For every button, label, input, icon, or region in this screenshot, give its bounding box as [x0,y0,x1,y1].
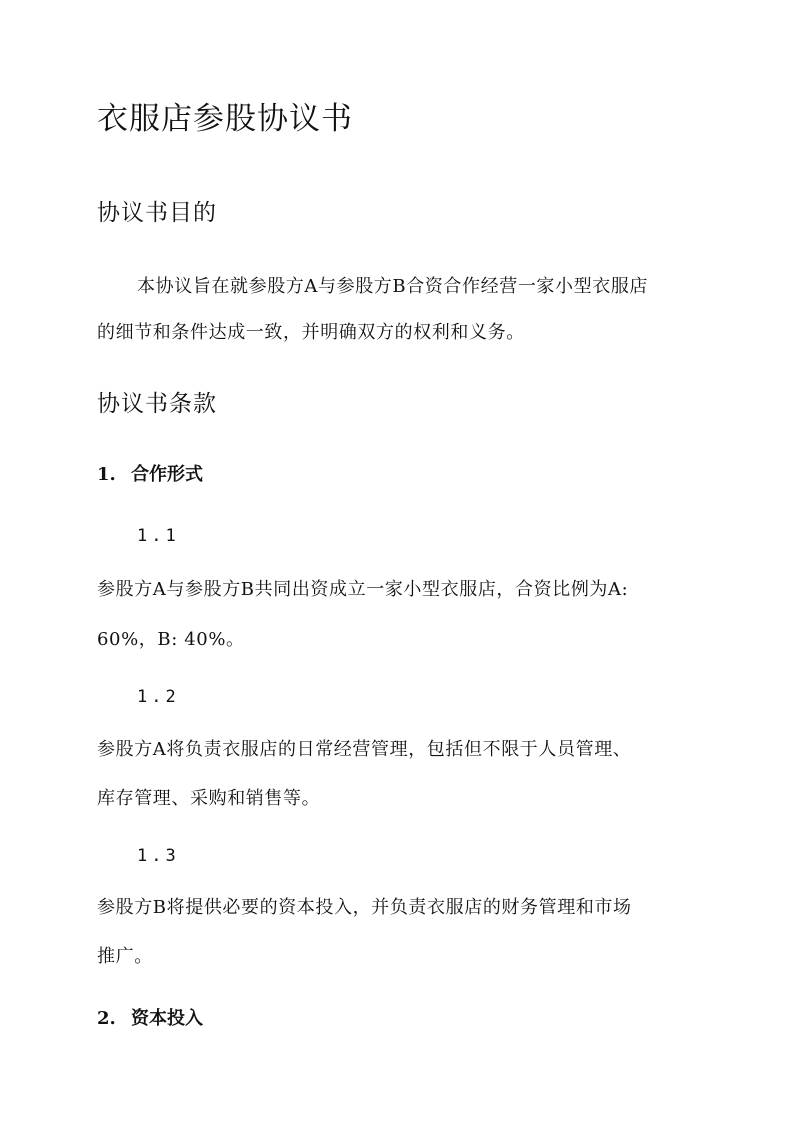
item-number: 1. [97,464,116,485]
clause-number-1-2: 1.2 [137,687,180,707]
purpose-paragraph-line-2: 的细节和条件达成一致，并明确双方的权利和义务。 [97,322,525,343]
document-title: 衣服店参股协议书 [97,101,353,137]
purpose-paragraph-line-1: 本协议旨在就参股方A与参股方B合资合作经营一家小型衣服店 [137,276,649,297]
clause-1-2-line-2: 库存管理、采购和销售等。 [97,788,321,809]
clause-number-1-3: 1.3 [137,846,180,866]
section-heading-purpose: 协议书目的 [97,200,217,226]
clause-1-3-line-2: 推广。 [97,946,153,967]
item-heading-capital-investment [97,1004,203,1030]
clause-1-3-line-1: 参股方B将提供必要的资本投入，并负责衣服店的财务管理和市场 [97,897,632,918]
item-heading-cooperation-form [97,460,203,486]
item-title: 合作形式 [131,464,203,485]
clause-1-1-line-2: 60%，B: 40%。 [97,629,245,650]
clause-1-1-line-1: 参股方A与参股方B共同出资成立一家小型衣服店，合资比例为A: [97,579,629,600]
section-heading-terms: 协议书条款 [97,391,217,417]
item-number: 2. [97,1008,116,1029]
clause-number-1-1: 1.1 [137,526,180,546]
item-title: 资本投入 [131,1008,203,1029]
clause-1-2-line-1: 参股方A将负责衣服店的日常经营管理，包括但不限于人员管理、 [97,739,632,760]
